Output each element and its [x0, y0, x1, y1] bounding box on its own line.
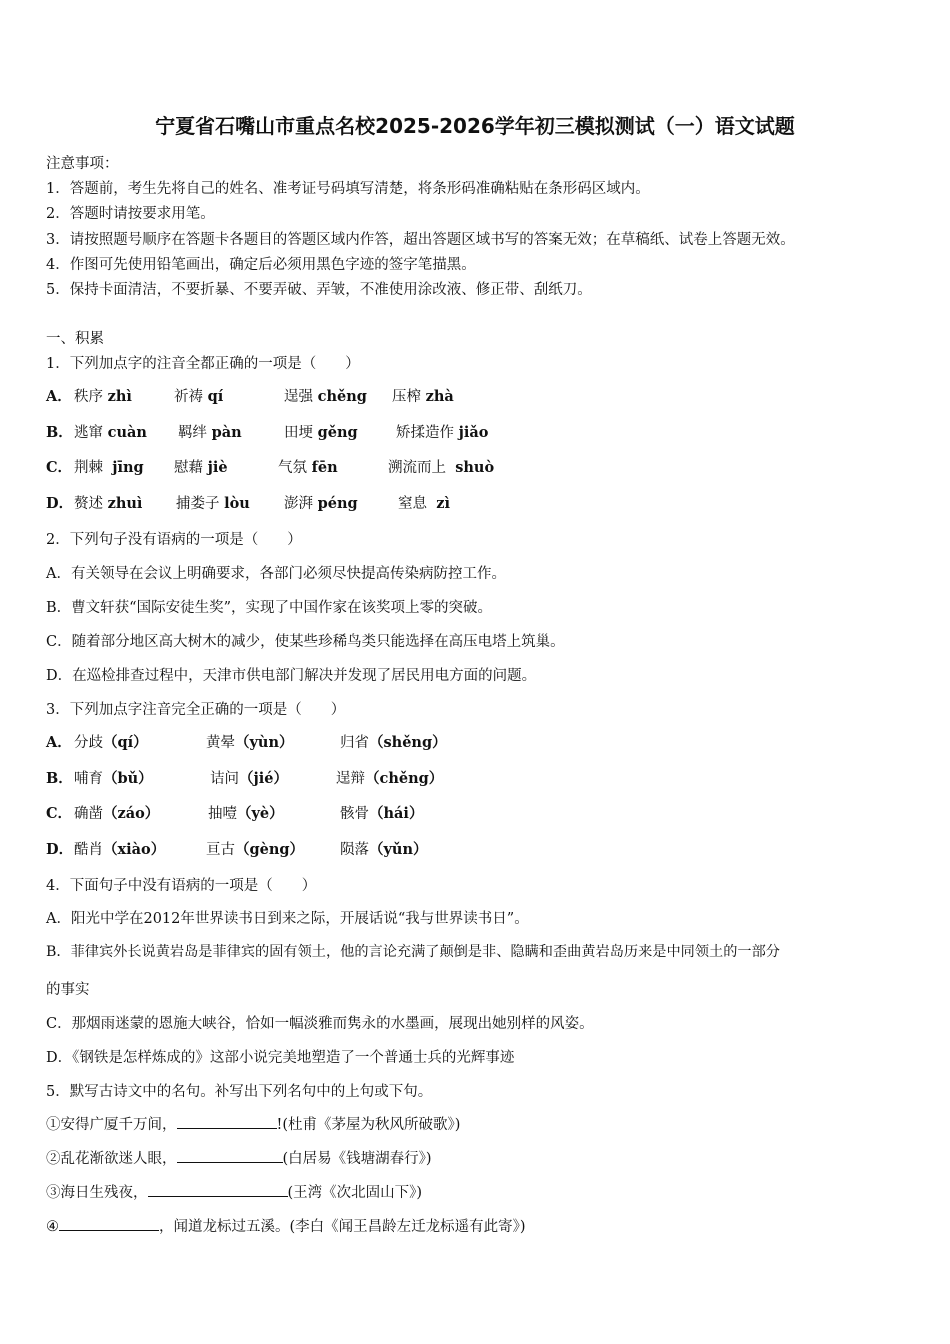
option-item: 黄晕（yùn） [206, 734, 294, 751]
option-label: D． [46, 495, 74, 512]
option-item: 气氛 fēn [278, 459, 338, 476]
section-heading: 一、积累 [46, 331, 104, 347]
option-item: 哺育（bǔ） [74, 770, 153, 787]
fill-item: ③海日生残夜， (王湾《次北固山下》) [46, 1181, 422, 1202]
question-4-option: D．《钢铁是怎样炼成的》这部小说完美地塑造了一个普通士兵的光辉事迹 [46, 1050, 515, 1066]
question-4-stem: 4．下面句子中没有语病的一项是（ ） [46, 878, 317, 894]
notice-item: 4．作图可先使用铅笔画出，确定后必须用黑色字迹的签字笔描黑。 [46, 257, 476, 273]
option-item: 慰藉 jiè [174, 459, 228, 476]
option-item: 羁绊 pàn [178, 424, 242, 441]
question-1-stem: 1．下列加点字的注音全都正确的一项是（ ） [46, 356, 360, 372]
question-2-stem: 2．下列句子没有语病的一项是（ ） [46, 532, 302, 548]
option-item: 矫揉造作 jiǎo [396, 424, 489, 441]
option-item: 逃窜 cuàn [74, 424, 147, 441]
option-item: 溯流而上 shuò [388, 459, 495, 476]
option-item: 归省（shěng） [340, 734, 447, 751]
notice-heading: 注意事项： [46, 156, 119, 172]
question-2-option: A．有关领导在会议上明确要求，各部门必须尽快提高传染病防控工作。 [46, 566, 506, 582]
option-item: 抽噎（yè） [208, 805, 284, 822]
option-label: C． [46, 459, 73, 476]
answer-blank[interactable] [59, 1216, 159, 1231]
question-4-option: B．菲律宾外长说黄岩岛是菲律宾的固有领土，他的言论充满了颠倒是非、隐瞒和歪曲黄岩岛历来是中同领土的一部分 [46, 944, 780, 960]
answer-blank[interactable] [148, 1182, 288, 1197]
page-title: 宁夏省石嘴山市重点名校2025-2026学年初三模拟测试（一）语文试题 [155, 114, 795, 138]
question-4-option: C．那烟雨迷蒙的恩施大峡谷，恰如一幅淡雅而隽永的水墨画，展现出她别样的风姿。 [46, 1016, 594, 1032]
option-item: 酷肖（xiào） [74, 841, 166, 858]
fill-item: ①安得广厦千万间， !(杜甫《茅屋为秋风所破歌》) [46, 1113, 460, 1134]
answer-blank[interactable] [177, 1114, 277, 1129]
question-4-option: A．阳光中学在2012年世界读书日到来之际，开展话说“我与世界读书日”。 [46, 911, 529, 927]
question-4-option-continued: 的事实 [46, 982, 90, 998]
option-item: 逞辩（chěng） [336, 770, 444, 787]
fill-item: ④ ，闻道龙标过五溪。(李白《闻王昌龄左迁龙标遥有此寄》) [46, 1215, 526, 1236]
notice-item: 2．答题时请按要求用笔。 [46, 206, 215, 222]
option-item: 澎湃 péng [284, 495, 358, 512]
option-item: 确凿（záo） [74, 805, 160, 822]
option-label: D． [46, 841, 74, 858]
option-label: A． [46, 388, 72, 405]
option-item: 捕娄子 lòu [176, 495, 250, 512]
option-item: 骸骨（hái） [340, 805, 424, 822]
option-item: 逞强 chěng [284, 388, 367, 405]
option-item: 秩序 zhì [74, 388, 132, 405]
question-2-option: B．曹文轩获“国际安徒生奖”，实现了中国作家在该奖项上零的突破。 [46, 600, 492, 616]
option-item: 田埂 gěng [284, 424, 358, 441]
answer-blank[interactable] [177, 1148, 283, 1163]
option-label: A． [46, 734, 72, 751]
option-item: 陨落（yǔn） [340, 841, 428, 858]
question-5-stem: 5．默写古诗文中的名句。补写出下列名句中的上句或下句。 [46, 1084, 433, 1100]
option-item: 窒息 zì [398, 495, 450, 512]
option-item: 赘述 zhuì [74, 495, 143, 512]
question-2-option: D．在巡检排查过程中，天津市供电部门解决并发现了居民用电方面的问题。 [46, 668, 537, 684]
fill-item: ②乱花渐欲迷人眼， (白居易《钱塘湖春行》) [46, 1147, 432, 1168]
notice-item: 3．请按照题号顺序在答题卡各题目的答题区域内作答，超出答题区域书写的答案无效；在草稿纸、试卷上答题无效。 [46, 232, 795, 248]
option-item: 诘问（jié） [210, 770, 288, 787]
option-label: B． [46, 770, 73, 787]
option-item: 荆棘 jīng [74, 459, 144, 476]
notice-item: 1．答题前，考生先将自己的姓名、准考证号码填写清楚，将条形码准确粘贴在条形码区域内。 [46, 181, 650, 197]
option-label: C． [46, 805, 73, 822]
option-item: 压榨 zhà [392, 388, 454, 405]
option-item: 亘古（gèng） [206, 841, 305, 858]
option-label: B． [46, 424, 73, 441]
option-item: 分歧（qí） [74, 734, 148, 751]
notice-item: 5．保持卡面清洁，不要折暴、不要弄破、弄皱，不准使用涂改液、修正带、刮纸刀。 [46, 282, 592, 298]
question-3-stem: 3．下列加点字注音完全正确的一项是（ ） [46, 702, 346, 718]
option-item: 祈祷 qí [174, 388, 224, 405]
question-2-option: C．随着部分地区高大树木的减少，使某些珍稀鸟类只能选择在高压电塔上筑巢。 [46, 634, 565, 650]
